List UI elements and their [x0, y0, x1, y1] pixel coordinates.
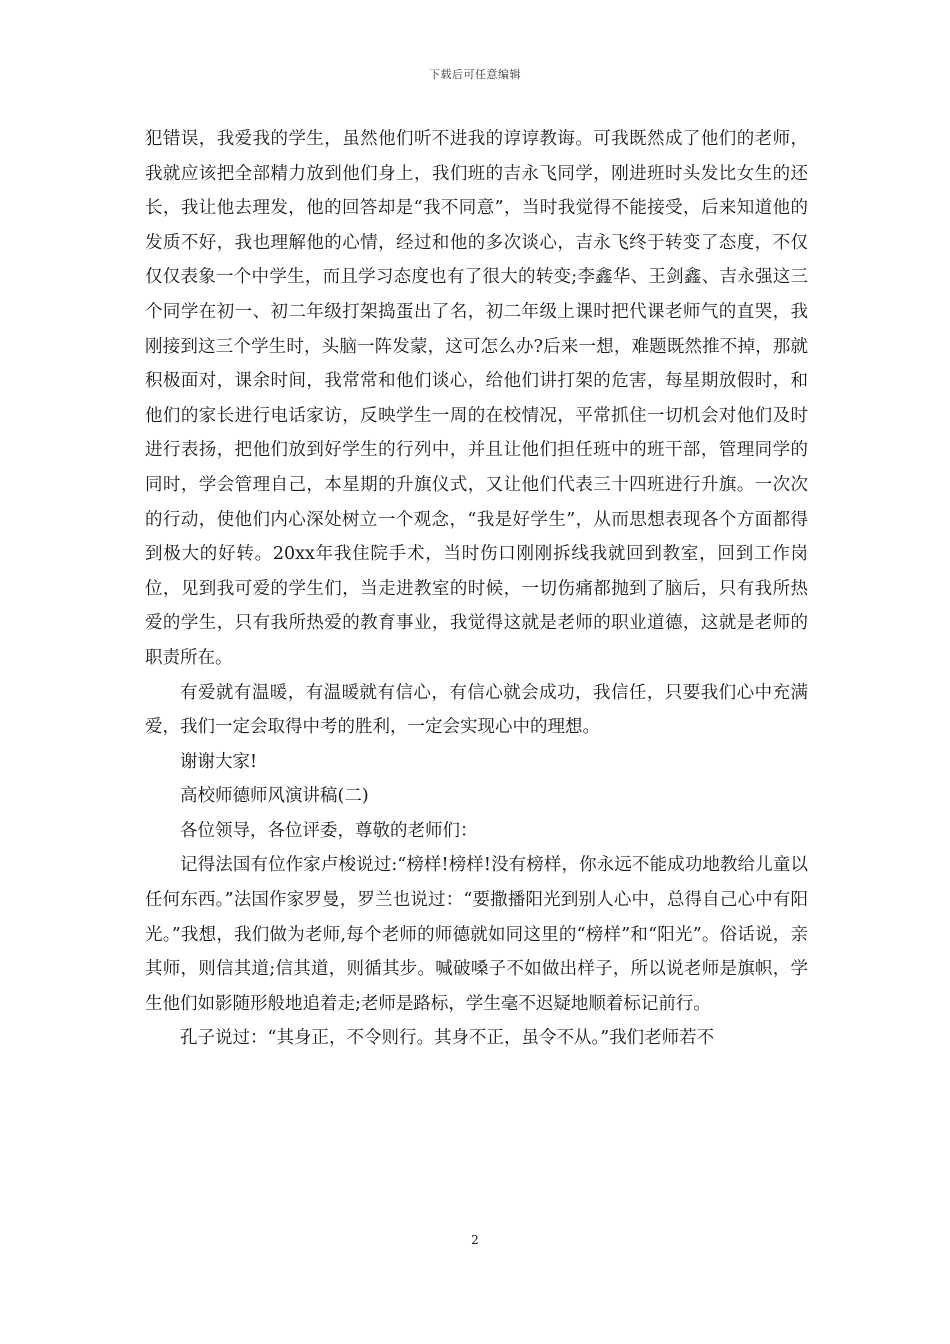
paragraph-thanks: 谢谢大家!	[180, 751, 258, 772]
section-title: 高校师德师风演讲稿(二)	[180, 786, 369, 807]
paragraph-continuation: 犯错误，我爱我的学生，虽然他们听不进我的谆谆教诲。可我既然成了他们的老师，我就应该把全部精力放到他们身上，我们班的吉永飞同学，刚进班时头发比女生的还长，我让他去理发，他的回答却是“我不同意”，当时我觉得不能接受，后来知道他的发质不好，我也理解他的心情，经过和他的多次谈心，吉永飞终于转变了态度，不仅仅仅表象一个中学生，而且学习态度也有了很大的转变;李鑫华、王剑鑫、吉永强这三个同学在初一、初二年级打架捣蛋出了名，初二年级上课时把代课老师气的直哭，我刚接到这三个学生时，头脑一阵发蒙，这可怎么办?后来一想，难题既然推不掉，那就积极面对，课余时间，我常常和他们谈心，给他们讲打架的危害，每星期放假时，和他们的家长进行电话家访，反映学生一周的在校情况，平常抓住一切机会对他们及时进行表扬，把他们放到好学生的行列中，并且让他们担任班中的班干部，管理同学的同时，学会管理自己，本星期的升旗仪式，又让他们代表三十四班进行升旗。一次次的行动，使他们内心深处树立一个观念，“我是好学生”，从而思想表现各个方面都得到极大的好转。20xx年我住院手术，当时伤口刚刚拆线我就回到教室，回到工作岗位，见到我可爱的学生们，当走进教室的时候，一切伤痛都抛到了脑后，只有我所热爱的学生，只有我所热爱的教育事业，我觉得这就是老师的职业道德，这就是老师的职责所在。	[145, 129, 808, 668]
page-number: 2	[471, 1233, 479, 1247]
paragraph-rousseau-quote: 记得法国有位作家卢梭说过:“榜样!榜样!没有榜样，你永远不能成功地教给儿童以任何东西。”法国作家罗曼，罗兰也说过：“要撒播阳光到别人心中，总得自己心中有阳光。”我想，我们做为老师,每个老师的师德就如同这里的“榜样”和“阳光”。俗话说，亲其师，则信其道;信其道，则循其步。喊破嗓子不如做出样子，所以说老师是旗帜，学生他们如影随形般地追着走;老师是路标，学生毫不迟疑地顺着标记前行。	[145, 855, 808, 1014]
paragraph-love-warmth: 有爱就有温暖，有温暖就有信心，有信心就会成功，我信任，只要我们心中充满爱，我们一定会取得中考的胜利，一定会实现心中的理想。	[145, 682, 808, 738]
paragraph-confucius-quote: 孔子说过：“其身正，不令则行。其身不正，虽令不从。”我们老师若不	[180, 1028, 715, 1049]
paragraph-greeting: 各位领导，各位评委，尊敬的老师们：	[180, 820, 478, 841]
document-body	[145, 122, 808, 1056]
page-header: 下载后可任意编辑	[429, 68, 521, 81]
